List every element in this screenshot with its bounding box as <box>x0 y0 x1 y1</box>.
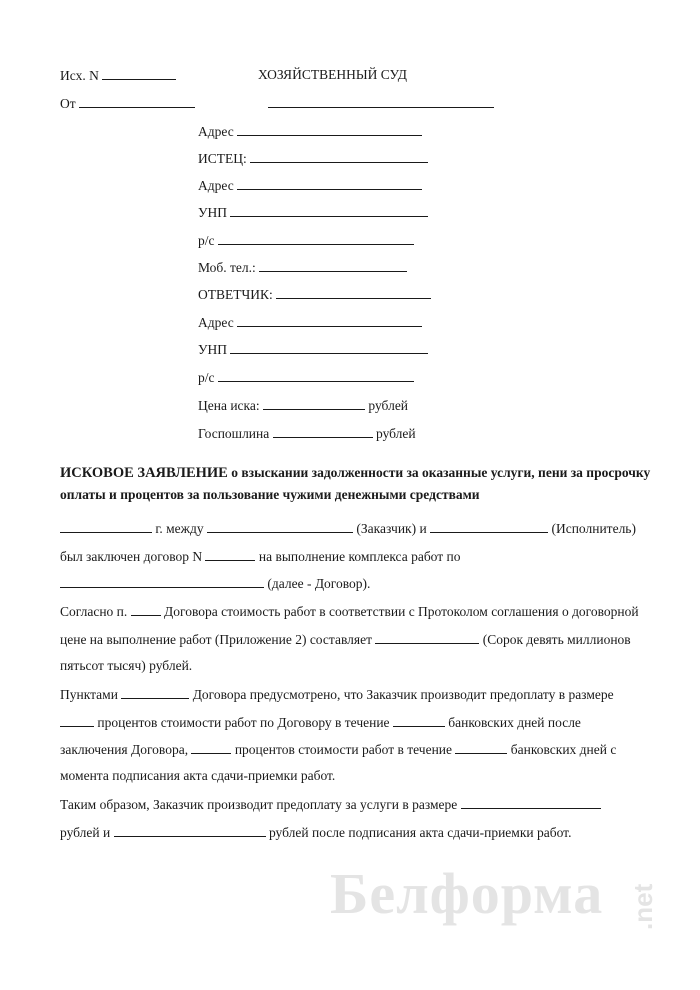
body-text: процентов стоимости работ по Договору в течение <box>94 715 393 730</box>
body-text: рублей после подписания акта сдачи-приемки работ. <box>265 825 572 840</box>
body-text: Договора предусмотрено, что Заказчик производит предоплату в размере <box>189 687 614 702</box>
body-line-11 <box>60 796 601 813</box>
field-label: Адрес <box>198 178 234 193</box>
field-unp-2 <box>198 341 428 358</box>
field-label: Моб. тел.: <box>198 260 256 275</box>
date-blank <box>60 520 152 533</box>
body-text: заключения Договора, <box>60 742 192 757</box>
field-label: Адрес <box>198 315 234 330</box>
from-blank <box>79 95 195 108</box>
amount-blank <box>375 631 479 644</box>
field-blank <box>237 123 422 136</box>
days-blank <box>393 714 445 727</box>
body-text: Таким образом, Заказчик производит предоплату за услуги в размере <box>60 797 461 812</box>
body-text: банковских дней с <box>507 742 617 757</box>
days-blank <box>455 741 507 754</box>
field-label: УНП <box>198 342 228 357</box>
field-blank <box>237 314 422 327</box>
body-line-1 <box>60 520 636 537</box>
body-text: банковских дней после <box>444 715 581 730</box>
field-plaintiff <box>198 150 428 167</box>
field-blank <box>259 259 407 272</box>
document-title-line-1 <box>60 465 650 481</box>
contractor-blank <box>430 520 548 533</box>
field-label: ОТВЕТЧИК: <box>198 287 273 302</box>
body-text: был заключен договор N <box>60 549 206 564</box>
title-subject: о взыскании задолженности за оказанные услуги, пени за просрочку <box>227 465 651 480</box>
field-label: р/с <box>198 233 215 248</box>
body-line-4 <box>60 603 639 620</box>
watermark-logo: Белформа <box>330 861 604 926</box>
field-blank <box>263 397 365 410</box>
document-title: ИСКОВОЕ ЗАЯВЛЕНИЕ <box>60 465 228 481</box>
field-unit: рублей <box>376 426 416 441</box>
field-account-2 <box>198 369 414 386</box>
customer-blank <box>207 520 353 533</box>
field-blank <box>230 341 428 354</box>
prepayment-blank <box>461 796 601 809</box>
field-unit: рублей <box>368 398 409 413</box>
body-line-7 <box>60 686 614 703</box>
court-blank-line <box>268 95 494 112</box>
body-text: г. между <box>152 521 207 536</box>
field-blank <box>218 232 414 245</box>
from-label: От <box>60 96 76 111</box>
body-text: Согласно п. <box>60 604 131 619</box>
body-line-12 <box>60 824 571 841</box>
body-line-5 <box>60 631 631 648</box>
field-address-1 <box>198 123 422 140</box>
body-text: (Сорок девять миллионов <box>479 632 631 647</box>
field-blank <box>230 204 428 217</box>
field-label: Адрес <box>198 124 234 139</box>
court-blank <box>268 95 494 108</box>
works-blank <box>60 575 264 588</box>
body-line-10: момента подписания акта сдачи-приемки работ. <box>60 768 336 783</box>
body-text: (Заказчик) и <box>353 521 431 536</box>
document-title-line-2: оплаты и процентов за пользование чужими денежными средствами <box>60 487 480 502</box>
field-duty <box>198 425 416 442</box>
field-label: р/с <box>198 370 215 385</box>
field-label: ИСТЕЦ: <box>198 151 247 166</box>
court-name: ХОЗЯЙСТВЕННЫЙ СУД <box>258 67 407 82</box>
percent-blank <box>60 714 94 727</box>
field-blank <box>237 177 422 190</box>
percent-blank <box>191 741 231 754</box>
body-text: процентов стоимости работ в течение <box>231 742 456 757</box>
field-label: Цена иска: <box>198 398 260 413</box>
clauses-blank <box>121 686 189 699</box>
body-text: на выполнение комплекса работ по <box>255 549 461 564</box>
field-blank <box>276 286 431 299</box>
body-line-8 <box>60 714 581 731</box>
field-claim-price <box>198 397 408 414</box>
field-blank <box>218 369 414 382</box>
remainder-blank <box>114 824 266 837</box>
field-unp-1 <box>198 204 428 221</box>
body-line-3 <box>60 575 370 592</box>
field-account-1 <box>198 232 414 249</box>
from-line <box>60 95 195 112</box>
watermark-suffix: .net <box>628 883 658 930</box>
body-text: Пунктами <box>60 687 122 702</box>
body-text: цене на выполнение работ (Приложение 2) составляет <box>60 632 376 647</box>
field-blank <box>273 425 373 438</box>
ref-label: Исх. N <box>60 68 99 83</box>
body-text: (далее - Договор). <box>264 576 371 591</box>
field-label: Госпошлина <box>198 426 270 441</box>
ref-line <box>60 67 176 84</box>
field-blank <box>250 150 428 163</box>
body-text: Договора стоимость работ в соответствии с Протоколом соглашения о договорной <box>160 604 639 619</box>
body-text: рублей и <box>60 825 114 840</box>
field-address-3 <box>198 314 422 331</box>
body-line-9 <box>60 741 616 758</box>
field-label: УНП <box>198 205 228 220</box>
body-line-6: пятьсот тысяч) рублей. <box>60 658 193 673</box>
field-address-2 <box>198 177 422 194</box>
contract-number-blank <box>205 548 255 561</box>
field-mobile <box>198 259 407 276</box>
ref-blank <box>102 67 176 80</box>
field-defendant <box>198 286 431 303</box>
clause-blank <box>131 603 161 616</box>
body-line-2 <box>60 548 461 565</box>
body-text: (Исполнитель) <box>548 521 636 536</box>
